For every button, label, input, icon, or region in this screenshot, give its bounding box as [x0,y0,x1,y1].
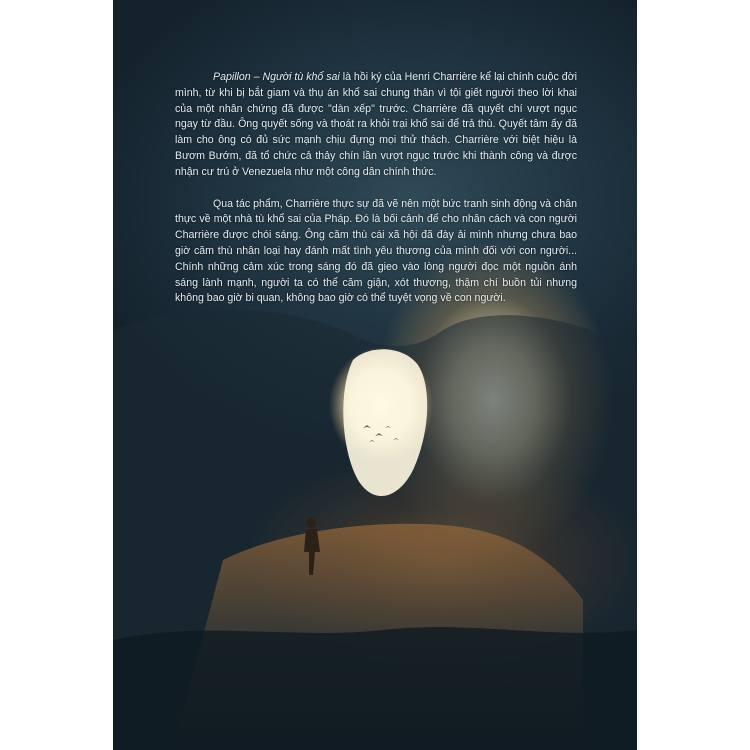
book-title: Papillon – Người tù khổ sai [213,71,340,83]
paragraph-2-body: Qua tác phẩm, Charrière thực sự đã vẽ nên một bức tranh sinh động và chân thực về một nhà tù khổ sai của Pháp. Đó là bối cảnh để cho nhân cách và con người Charrière được chói sáng. Ông căm thù cái xã hội đã đày ải mình nhưng chưa bao giờ căm thù nhân loại hay đánh mất tình yêu thương của mình đối với con người... Chính những cảm xúc trong sáng đó đã gieo vào lòng người đọc một nguồn ánh sáng lành mạnh, người ta có thể căm giận, xót thương, thậm chí buồn tủi nhưng không bao giờ bi quan, không bao giờ có thể tuyệt vọng về con người. [175,197,577,305]
synopsis-text [175,70,577,323]
synopsis-paragraph-2 [175,197,577,308]
book-back-cover [113,0,637,750]
synopsis-paragraph-1 [175,70,577,181]
foreground-rocks [113,627,637,750]
paragraph-1-body: là hồi ký của Henri Charrière kể lại chính cuộc đời mình, từ khi bị bắt giam và thụ án khổ sai chung thân vì tội giết người theo lời khai của một nhân chứng đã được "dàn xếp" trước. Charrière đã quyết chí vượt ngục ngay từ đầu. Ông quyết sống và thoát ra khỏi trại khổ sai để trả thù. Quyết tâm ấy đã làm cho ông có đủ sức mạnh chịu đựng mọi thử thách. Charrière với biệt hiệu là Bươm Bướm, đã tổ chức cả thảy chín lần vượt ngục trước khi thành công và được nhận cư trú ở Venezuela như một công dân chính thức. [175,71,577,178]
